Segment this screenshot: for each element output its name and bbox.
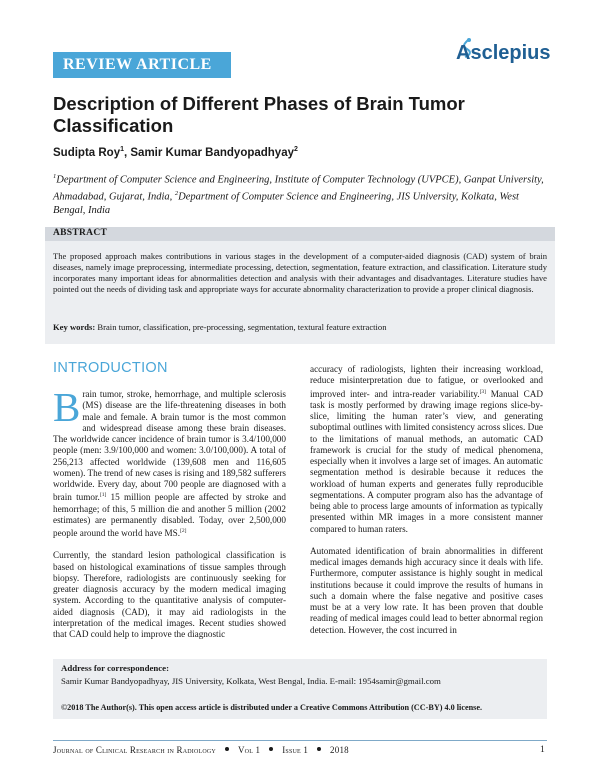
paragraph <box>310 364 543 535</box>
article-type-label: REVIEW ARTICLE <box>63 56 212 73</box>
author-list <box>53 146 298 159</box>
year: 2018 <box>330 745 349 755</box>
abstract-header-bar <box>45 227 555 241</box>
bullet-separator <box>317 747 321 751</box>
abstract-heading: ABSTRACT <box>53 228 108 238</box>
paragraph: Automated identification of brain abnormalities in different medical images demands high accuracy since it deals with life. Furthermore, computer assistance is highly sought in medical institutions because it could improve the results of humans in such a domain where the false negative and positive cases must be at a very low rate. It has been proven that double reading of medical images could lead to better abnormal region detection. However, the cost incurred in <box>310 545 543 635</box>
affil-text: Department of Computer Science and Engineering, Institute of Computer Technology (UVPCE), Ganpat University, Ahmadabad, Gujarat, India, <box>53 174 544 203</box>
abstract-text: The proposed approach makes contributions in various stages in the development of a computer-aided diagnosis (CAD) system of brain diseases, namely image preprocessing, intermediate processing, detection, segmentation, feature extraction, and classification. Literature study incorporates many important ideas for abnormalities detection and analysis with their advantages and disadvantages. Literature studies have pointed out the needs of dividing task and appropriate ways for accurate abnormality characterization to provide a proper clinical diagnosis. <box>53 251 547 294</box>
paragraph-text: accuracy of radiologists, lighten their increasing workload, reduce misinterpretation due to fatigue, or overlooked and improved inter- and intra-reader variability. <box>310 364 543 399</box>
author-affil-marker: 1 <box>120 146 124 153</box>
affil-text: Department of Computer Science and Engineering, JIS University, Kolkata, West Bengal, India <box>53 191 519 216</box>
keywords <box>53 322 547 332</box>
issue: Issue 1 <box>282 745 309 755</box>
author-affil-marker: 2 <box>294 146 298 153</box>
footer-divider <box>53 740 547 741</box>
paragraph: Currently, the standard lesion pathological classification is based on histological examinations of tissue samples through biopsy. Therefore, radiologists are continuously seeking for greater diagnosis accuracy by the modern medical imaging system. According to the quantitative analysis of computer-aided diagnosis (CAD), it may aid radiologists in the interpretation of the medical images. Recent studies showed that CAD could help to improve the diagnostic <box>53 550 286 640</box>
drop-cap: B <box>53 384 81 430</box>
volume: Vol 1 <box>237 745 261 755</box>
article-type-banner <box>53 52 231 78</box>
paragraph-text: rain tumor, stroke, hemorrhage, and multiple sclerosis (MS) disease are the life-threatening diseases in both male and female. A brain tumor is the most common and widespread disease among these brain diseases. The worldwide cancer incidence of brain tumor is 3.4/100,000 people (men: 3.9/100,000 and women: 3.0/100,000). A total of 256,213 affected worldwide (139,608 men and 116,605 women). The trend of new cases is rising and 189,582 sufferers worldwide. Every day, about 700 people are diagnosed with a brain tumor. <box>53 389 286 503</box>
asclepius-logo <box>448 36 551 72</box>
body-column-left <box>53 384 286 651</box>
paragraph-text: 15 million people are affected by stroke and hemorrhage; of this, 5 million die and another 5 million (2002 estimates) are permanently disabled. Today, over 2,500,000 people around the world have MS. <box>53 492 286 539</box>
paragraph <box>53 384 286 539</box>
page-number: 1 <box>540 745 545 755</box>
affiliations <box>53 170 547 218</box>
citation-ref[interactable]: [1] <box>99 492 107 499</box>
correspondence-heading: Address for correspondence: <box>61 663 169 673</box>
author-name: Sudipta Roy <box>53 146 121 159</box>
section-heading-introduction: INTRODUCTION <box>53 360 168 376</box>
bullet-separator <box>269 747 273 751</box>
keywords-label: Key words: <box>53 322 96 332</box>
logo-wordmark: Asclepius <box>456 42 551 64</box>
body-column-right <box>310 364 543 650</box>
author-separator: , <box>124 146 131 159</box>
citation-ref[interactable]: [3] <box>479 388 486 395</box>
affil-marker: 2 <box>174 190 179 197</box>
copyright-notice: ©2018 The Author(s). This open access article is distributed under a Creative Commons Attribution (CC-BY) 4.0 license. <box>61 703 483 712</box>
keywords-list: Brain tumor, classification, pre-processing, segmentation, textural feature extraction <box>95 322 387 332</box>
correspondence-text: Samir Kumar Bandyopadhyay, JIS University, Kolkata, West Bengal, India. E-mail: 1954samir@gmail.com <box>61 676 441 686</box>
author-name: Samir Kumar Bandyopadhyay <box>130 146 294 159</box>
bullet-separator <box>225 747 229 751</box>
paragraph-text: Manual CAD task is mostly performed by drawing image regions slice-by-slice, limiting the human rater’s view, and generating suboptimal outlines with limited consistency across slices. Due to the limitations of manual methods, an automatic CAD framework is crucial for the study of medical phenomena, especially when it involves a large set of images. An automatic segmentation method is desirable because it reduces the workload of human experts and generates fully reproducible segmentations. A computer program also has the advantage of being able to process large amounts of information as typically presented within MR images in a more consistent manner compared to human raters. <box>310 388 543 534</box>
page-title: Description of Different Phases of Brain Tumor Classification <box>53 93 465 136</box>
journal-name: Journal of Clinical Research in Radiology <box>53 745 216 755</box>
affil-marker: 1 <box>53 173 57 180</box>
citation-ref[interactable]: [2] <box>180 528 187 535</box>
footer-journal-info <box>53 745 349 755</box>
